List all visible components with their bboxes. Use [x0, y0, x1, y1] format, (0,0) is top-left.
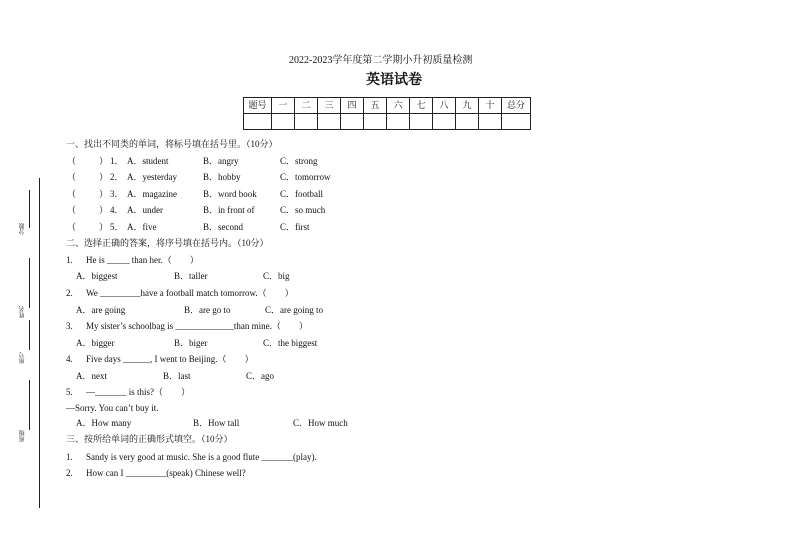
answer-open-paren: （: [67, 172, 77, 182]
option-b: B．second: [203, 222, 243, 232]
fill-in-sentence: How can I _________(speak) Chinese well?: [86, 468, 246, 478]
score-input-cell[interactable]: [272, 114, 295, 130]
option-c: C．big: [263, 271, 290, 281]
score-table-cell: 十: [479, 98, 502, 114]
item-number: 2.: [66, 468, 73, 478]
answer-open-paren: （: [67, 189, 77, 199]
option-b: B．taller: [174, 271, 208, 281]
binding-line: [39, 178, 40, 508]
option-a: A．are going: [76, 305, 126, 315]
question-stem: He is _____ than her.（ ）: [86, 255, 199, 265]
score-input-cell[interactable]: [364, 114, 387, 130]
option-a: A．How many: [76, 418, 132, 428]
option-c: C．football: [280, 189, 323, 199]
question-number: 2.: [66, 288, 73, 298]
option-a: A．student: [127, 156, 169, 166]
dialogue-reply: —Sorry. You can’t buy it.: [66, 403, 159, 413]
score-input-cell[interactable]: [410, 114, 433, 130]
answer-open-paren: （: [67, 205, 77, 215]
score-input-cell[interactable]: [318, 114, 341, 130]
option-b: B．are go to: [184, 305, 231, 315]
score-input-cell[interactable]: [502, 114, 531, 130]
option-c: C．tomorrow: [280, 172, 331, 182]
score-table-cell: 一: [272, 98, 295, 114]
score-input-cell[interactable]: [387, 114, 410, 130]
option-a: A．five: [127, 222, 157, 232]
question-number: 5.: [66, 387, 73, 397]
option-b: B．in front of: [203, 205, 255, 215]
side-label-score: 分数: [20, 223, 26, 235]
score-input-cell[interactable]: [433, 114, 456, 130]
option-a: A．magazine: [127, 189, 177, 199]
section2-heading: 二、选择正确的答案，将序号填在括号内。（10分）: [66, 238, 269, 248]
score-table-cell: 九: [456, 98, 479, 114]
option-c: C．the biggest: [263, 338, 318, 348]
score-input-cell[interactable]: [479, 114, 502, 130]
question-number: 4.: [66, 354, 73, 364]
option-c: C．are going to: [265, 305, 323, 315]
option-b: B．last: [163, 371, 191, 381]
section3-heading: 三、按所给单词的正确形式填空。（10分）: [66, 434, 233, 444]
option-c: C．first: [280, 222, 310, 232]
side-label-name: 姓名: [20, 306, 26, 318]
option-b: B．angry: [203, 156, 239, 166]
score-table-blank-row: [244, 114, 531, 130]
side-class-blank[interactable]: [29, 380, 30, 430]
question-stem: —_______ is this?（ ）: [86, 387, 191, 397]
score-table-cell: 八: [433, 98, 456, 114]
item-number: 2．: [110, 172, 124, 182]
score-table-cell: 题号: [244, 98, 272, 114]
option-b: B．word book: [203, 189, 257, 199]
exam-title: 英语试卷: [366, 73, 422, 88]
item-number: 4．: [110, 205, 124, 215]
option-c: C．How much: [293, 418, 348, 428]
option-b: B．biger: [174, 338, 208, 348]
item-number: 3．: [110, 189, 124, 199]
exam-subtitle: 2022-2023学年度第二学期小升初质量检测: [289, 55, 473, 66]
side-label-class: 班级: [20, 430, 26, 442]
option-a: A．next: [76, 371, 107, 381]
item-number: 1.: [66, 452, 73, 462]
option-a: A．under: [127, 205, 163, 215]
score-table-cell: 总分: [502, 98, 531, 114]
item-number: 1．: [110, 156, 124, 166]
option-b: B．hobby: [203, 172, 241, 182]
fill-in-sentence: Sandy is very good at music. She is a good flute _______(play).: [86, 452, 317, 462]
side-name-blank[interactable]: [29, 258, 30, 308]
item-number: 5．: [110, 222, 124, 232]
answer-open-paren: （: [67, 222, 77, 232]
option-c: C．so much: [280, 205, 326, 215]
answer-close-paren[interactable]: ）: [99, 222, 109, 232]
answer-close-paren[interactable]: ）: [99, 205, 109, 215]
answer-close-paren[interactable]: ）: [99, 172, 109, 182]
option-a: A．bigger: [76, 338, 115, 348]
score-table-cell: 三: [318, 98, 341, 114]
answer-close-paren[interactable]: ）: [99, 156, 109, 166]
question-number: 1.: [66, 255, 73, 265]
question-stem: Five days ______, I went to Beijing.（ ）: [86, 354, 254, 364]
score-table: [243, 97, 531, 130]
section1-heading: 一、找出不同类的单词，将标号填在括号里。（10分）: [66, 139, 278, 149]
question-number: 3.: [66, 321, 73, 331]
answer-open-paren: （: [67, 156, 77, 166]
option-b: B．How tall: [193, 418, 240, 428]
side-score-blank[interactable]: [29, 190, 30, 228]
option-c: C．ago: [246, 371, 274, 381]
option-a: A．yesterday: [127, 172, 177, 182]
score-input-cell[interactable]: [341, 114, 364, 130]
side-label-seat: 座号: [20, 352, 26, 364]
answer-close-paren[interactable]: ）: [99, 189, 109, 199]
score-input-cell[interactable]: [244, 114, 272, 130]
score-table-cell: 五: [364, 98, 387, 114]
side-seat-blank[interactable]: [29, 320, 30, 350]
score-table-cell: 六: [387, 98, 410, 114]
option-c: C．strong: [280, 156, 318, 166]
option-a: A．biggest: [76, 271, 118, 281]
score-table-cell: 四: [341, 98, 364, 114]
score-table-header-row: [244, 98, 531, 114]
score-table-cell: 二: [295, 98, 318, 114]
score-input-cell[interactable]: [295, 114, 318, 130]
score-table-cell: 七: [410, 98, 433, 114]
score-input-cell[interactable]: [456, 114, 479, 130]
question-stem: We _________have a football match tomorrow.（ ）: [86, 288, 294, 298]
question-stem: My sister’s schoolbag is _____________than mine.（ ）: [86, 321, 308, 331]
